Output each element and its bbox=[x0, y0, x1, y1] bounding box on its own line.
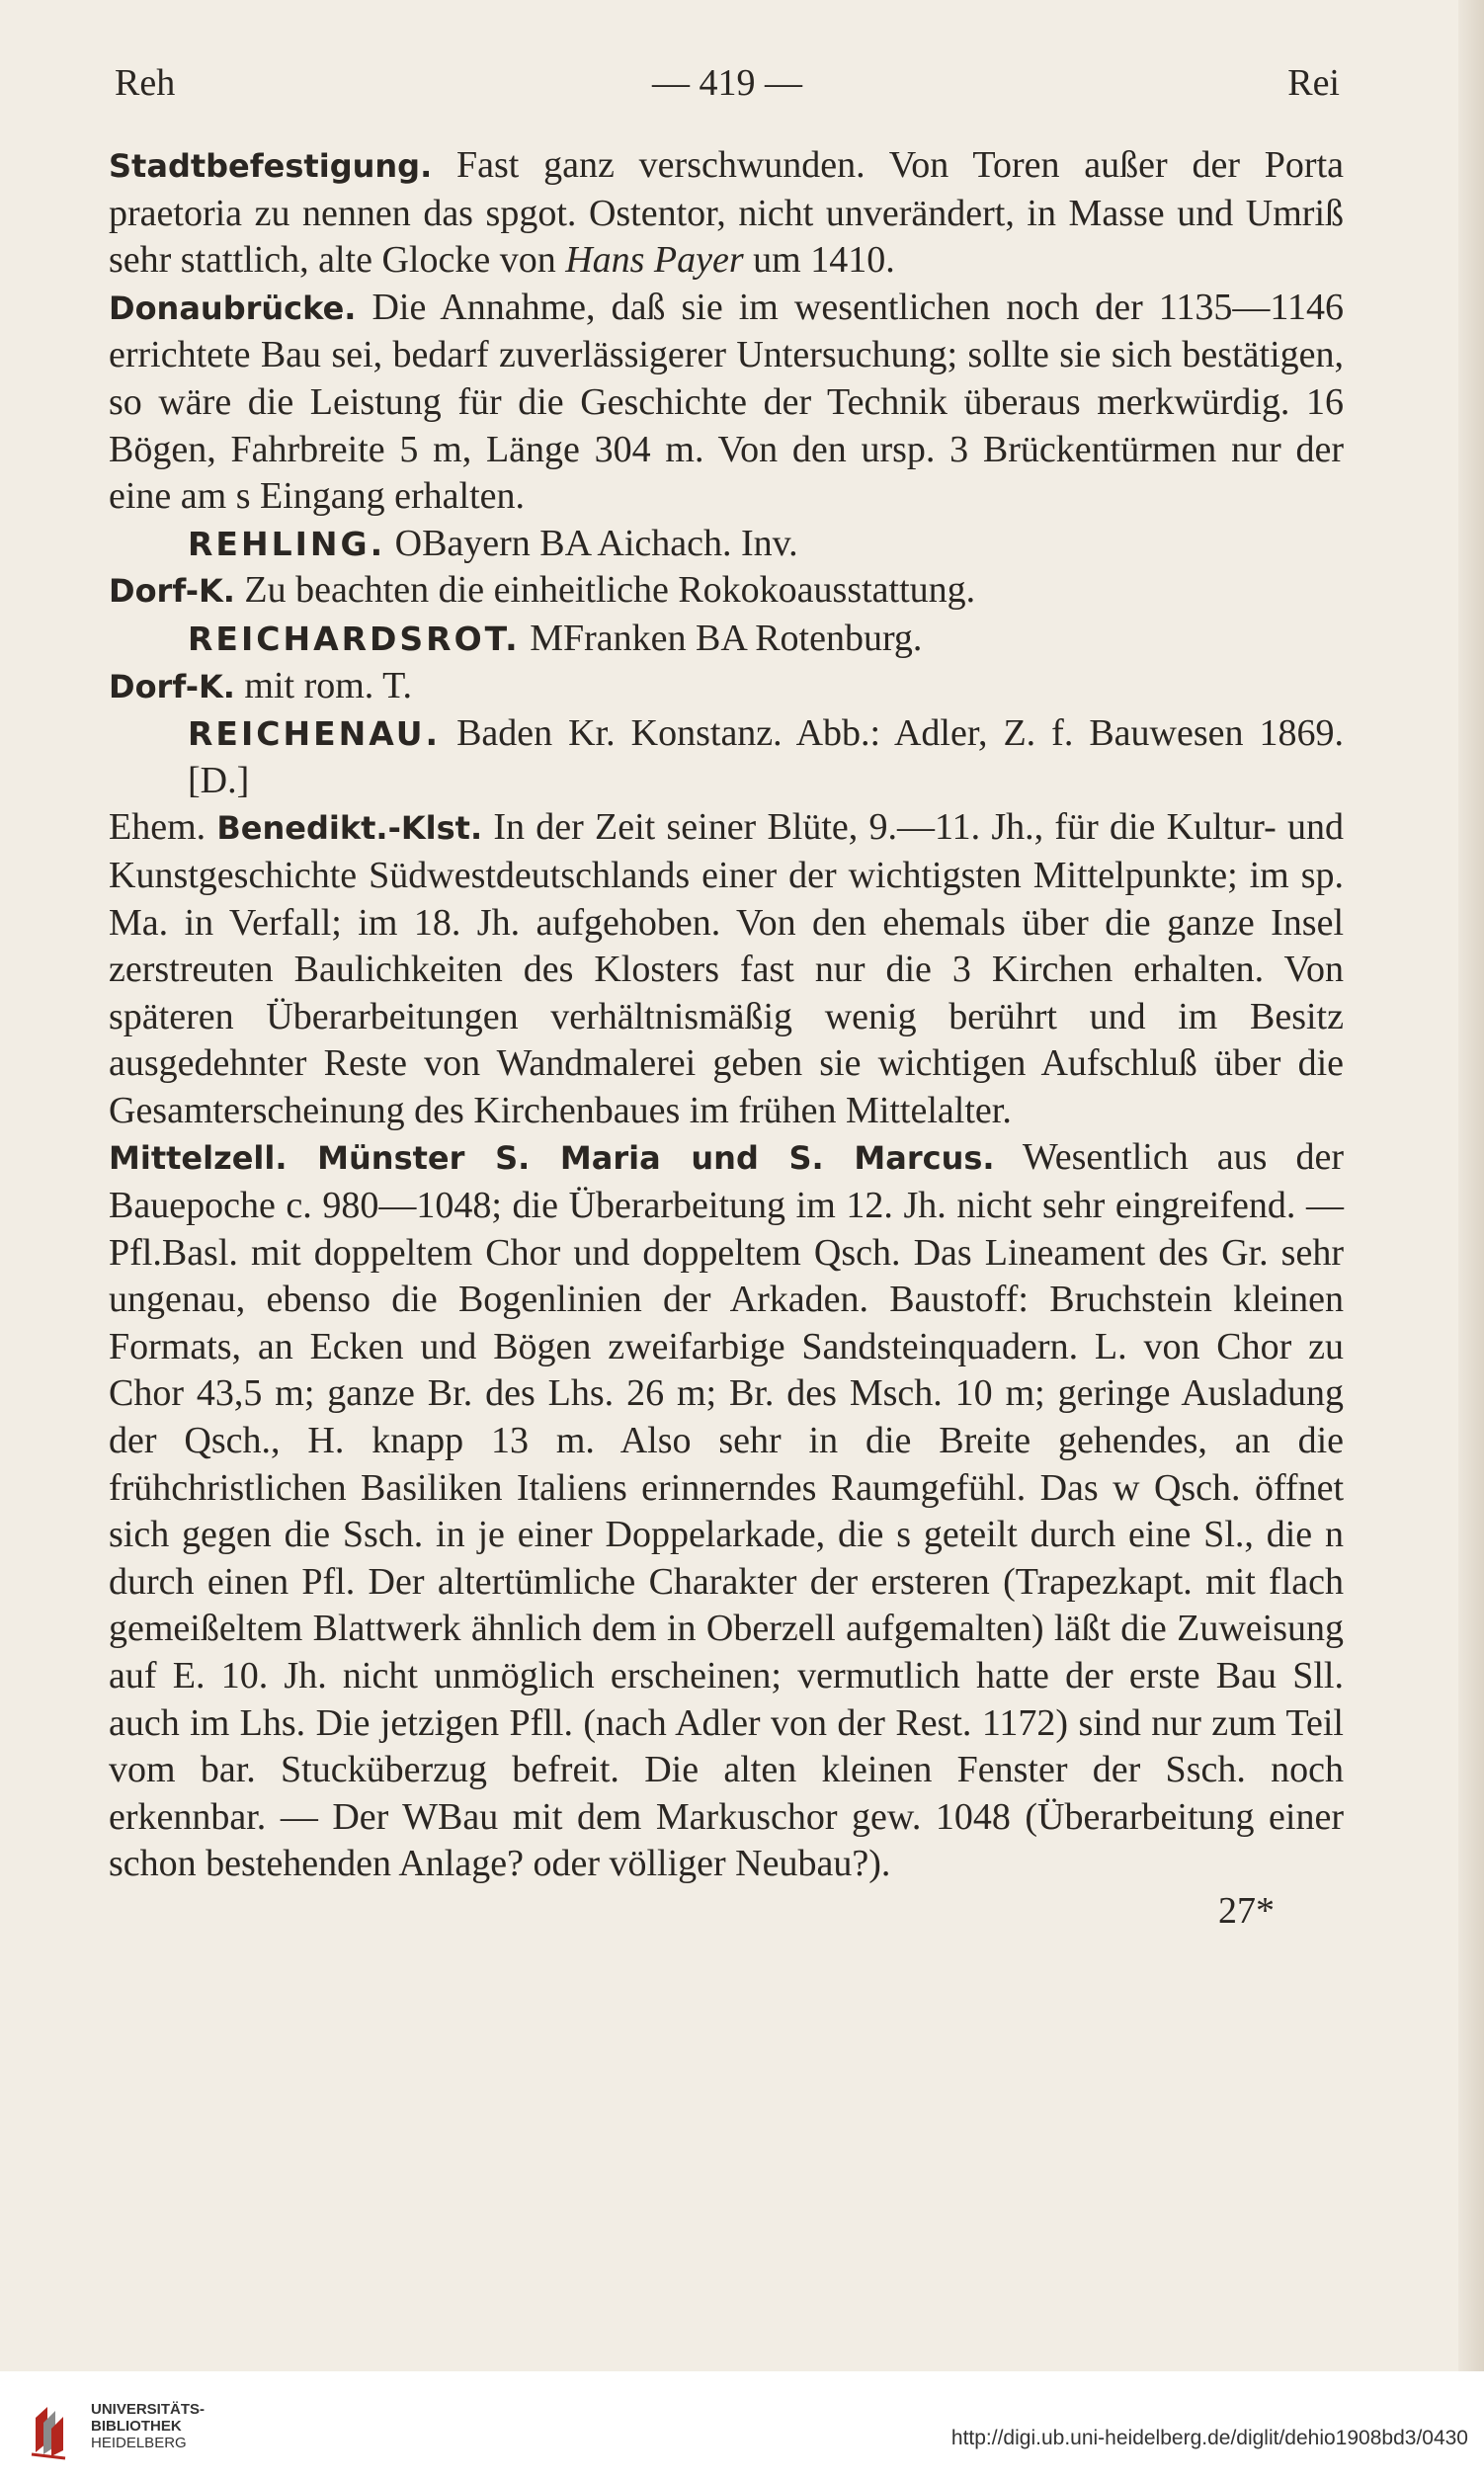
place-name: REICHENAU. bbox=[188, 714, 442, 754]
artist-name: Hans Payer bbox=[565, 239, 744, 282]
library-name-line: HEIDELBERG bbox=[91, 2435, 187, 2451]
place-name: REHLING. bbox=[188, 524, 386, 563]
keyword: Dorf-K. bbox=[109, 572, 235, 611]
running-header bbox=[115, 55, 1340, 115]
entry-reichenau bbox=[109, 710, 1344, 804]
entry-text-tail: um 1410. bbox=[743, 239, 895, 282]
header-right: Rei bbox=[1287, 62, 1340, 104]
page-number: — 419 — bbox=[652, 62, 802, 104]
entry-dorfk-1 bbox=[109, 567, 1344, 616]
entry-dorfk-2 bbox=[109, 663, 1344, 711]
signature-mark: 27* bbox=[1218, 1889, 1275, 1932]
entry-donaubruecke bbox=[109, 285, 1344, 521]
entry-text: In der Zeit seiner Blüte, 9.—11. Jh., für die Kultur- und Kunstgeschichte Südwestdeutschlands einer der wichtigsten Mittelpunkte; im sp. Ma. in Verfall; im 18. Jh. aufgehoben. Von den ehemals über die ganze Insel zerstreuten Baulichkeiten des Klosters fast nur die 3 Kirchen erhalten. Von späteren Überarbeitungen verhältnismäßig wenig berührt und im Besitz ausgedehnter Reste von Wandmalerei geben sie wichtigen Aufschluß über die Gesamterscheinung des Kirchenbaues im frühen Mittelalter. bbox=[109, 806, 1344, 1131]
keyword: Mittelzell. Münster S. Maria und S. Marcus. bbox=[109, 1139, 995, 1178]
entry-mittelzell bbox=[109, 1134, 1344, 1888]
entry-rehling bbox=[109, 521, 1344, 568]
keyword: Stadtbefestigung. bbox=[109, 147, 433, 185]
entry-text: mit rom. T. bbox=[234, 664, 413, 706]
source-url[interactable]: http://digi.ub.uni-heidelberg.de/diglit/dehio1908bd3/0430 bbox=[950, 2427, 1468, 2449]
entry-text: Fast ganz verschwunden. Von Toren außer der Porta praetoria zu nennen das spgot. Ostentor, nicht unverändert, in Masse und Umriß sehr stattlich, alte Glocke von bbox=[109, 144, 1344, 282]
entry-text: Zu beachten die einheitliche Rokokoausstattung. bbox=[234, 569, 976, 612]
keyword: Benedikt.-Klst. bbox=[216, 809, 483, 848]
page-gutter-shadow bbox=[1458, 0, 1484, 2371]
entry-text: MFranken BA Rotenburg. bbox=[520, 617, 923, 659]
library-name bbox=[91, 2401, 205, 2451]
entry-stadtbefestigung bbox=[109, 142, 1344, 285]
header-left: Reh bbox=[115, 62, 176, 104]
page-body bbox=[109, 142, 1344, 1936]
entry-text: Wesentlich aus der Bauepoche c. 980—1048; die Überarbeitung im 12. Jh. nicht sehr eingreifend. — Pfl.Basl. mit doppeltem Chor und doppeltem Qsch. Das Lineament des Gr. sehr ungenau, ebenso die Bogenlinien der Arkaden. Baustoff: Bruchstein kleinen Formats, an Ecken und Bögen zweifarbige Sandsteinquadern. L. von Chor zu Chor 43,5 m; ganze Br. des Lhs. 26 m; Br. des Msch. 10 m; geringe Ausladung der Qsch., H. knapp 13 m. Also sehr in die Breite gehendes, an die frühchristlichen Basiliken Italiens erinnerndes Raumgefühl. Das w Qsch. öffnet sich gegen die Ssch. in je einer Doppelarkade, die s geteilt durch eine Sl., die n durch einen Pfl. Der altertümliche Charakter der ersteren (Trapezkapt. mit flach gemeißeltem Blattwerk ähnlich dem in Oberzell aufgemalten) läßt die Zuweisung auf E. 10. Jh. nicht unmöglich erscheinen; vermutlich hatte der erste Bau Sll. auch im Lhs. Die jetzigen Pfll. (nach Adler von der Rest. 1172) sind nur zum Teil vom bar. Stucküberzug befreit. Die alten kleinen Fenster der Ssch. noch erkennbar. — Der WBau mit dem Markuschor gew. 1048 (Überarbeitung einer schon bestehenden Anlage? oder völliger Neubau?). bbox=[109, 1136, 1345, 1885]
entry-text: Die Annahme, daß sie im wesentlichen noch der 1135—1146 errichtete Bau sei, bedarf zuverlässigerer Untersuchung; sollte sie sich bestätigen, so wäre die Leistung für die Geschichte der Technik überaus merkwürdig. 16 Bögen, Fahrbreite 5 m, Länge 304 m. Von den ursp. 3 Brückentürmen nur der eine am s Eingang erhalten. bbox=[109, 286, 1344, 518]
library-name-line: BIBLIOTHEK bbox=[91, 2418, 182, 2435]
entry-text: OBayern BA Aichach. Inv. bbox=[385, 522, 798, 564]
keyword: Dorf-K. bbox=[109, 667, 235, 705]
entry-lead: Ehem. bbox=[109, 806, 217, 849]
place-name: REICHARDSROT. bbox=[188, 619, 521, 658]
keyword: Donaubrücke. bbox=[109, 289, 357, 327]
entry-benedikt-klst bbox=[109, 804, 1344, 1134]
library-name-line: UNIVERSITÄTS- bbox=[91, 2401, 206, 2418]
library-footer bbox=[0, 2371, 1484, 2481]
entry-text: Baden Kr. Konstanz. Abb.: Adler, Z. f. Bauwesen 1869. [D.] bbox=[188, 712, 1344, 801]
entry-reichardsrot bbox=[109, 616, 1344, 663]
